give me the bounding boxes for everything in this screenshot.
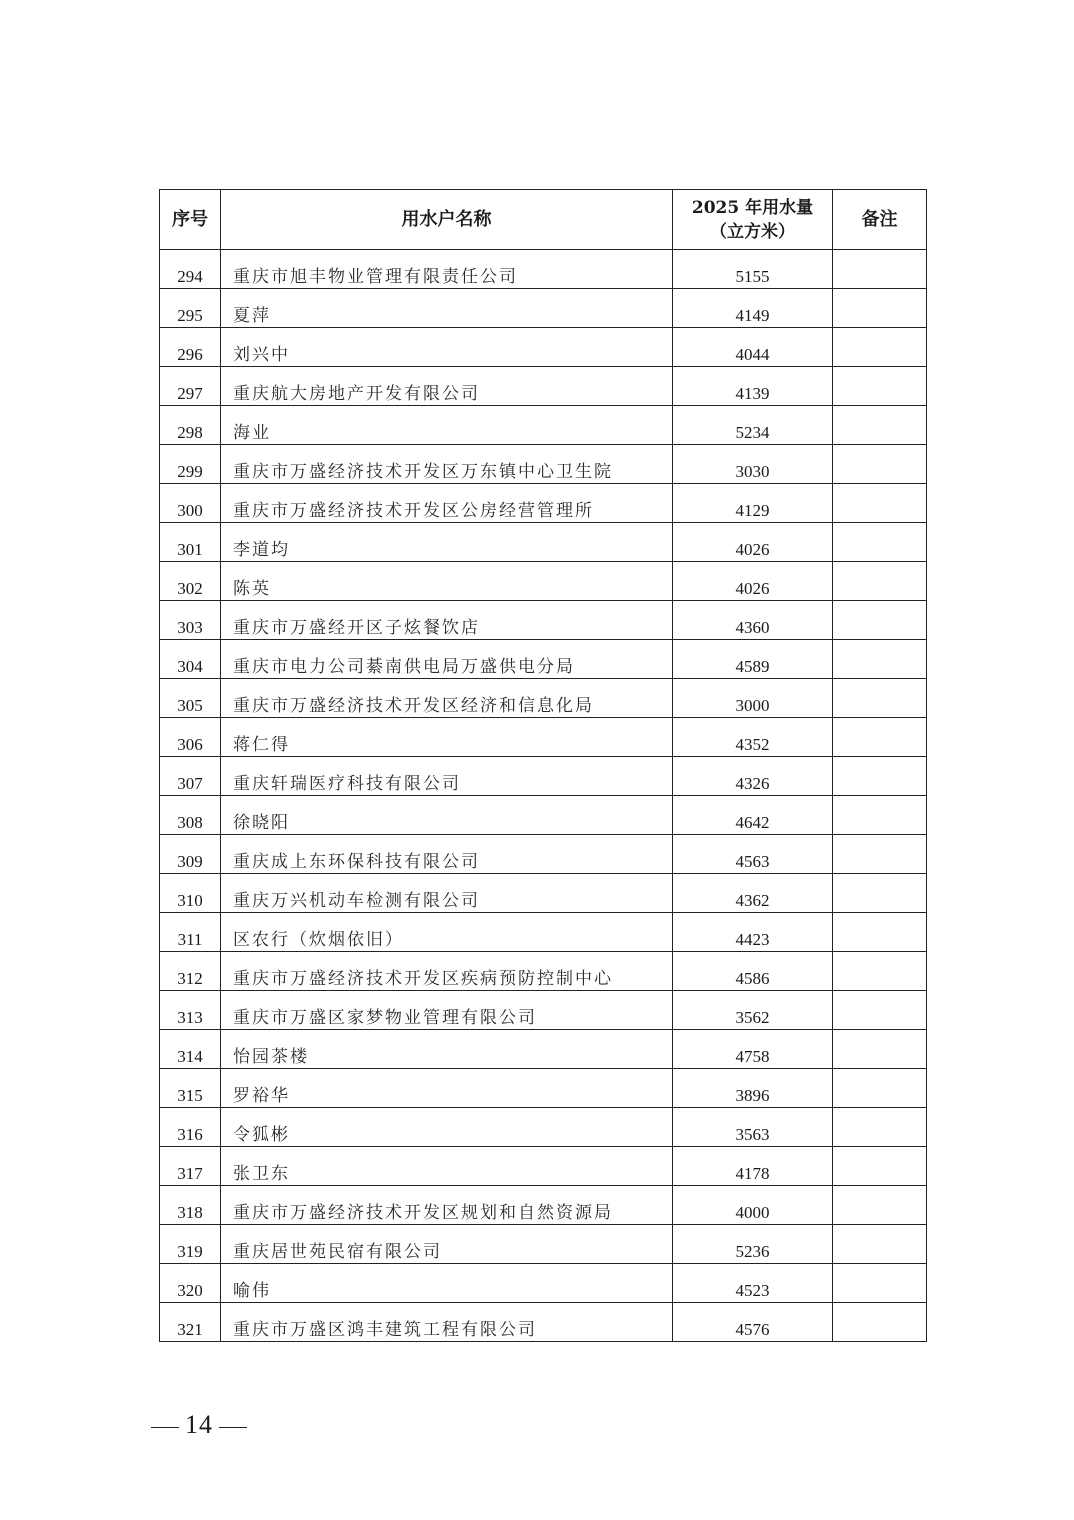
name-cell: 重庆居世苑民宿有限公司 xyxy=(221,1225,673,1264)
volume-cell: 3562 xyxy=(673,991,833,1030)
seq-cell: 306 xyxy=(160,718,221,757)
note-cell xyxy=(833,796,927,835)
name-cell: 重庆市电力公司綦南供电局万盛供电分局 xyxy=(221,640,673,679)
page-footer xyxy=(145,1410,253,1440)
name-cell: 重庆市万盛经济技术开发区疾病预防控制中心 xyxy=(221,952,673,991)
volume-cell: 4589 xyxy=(673,640,833,679)
seq-cell: 309 xyxy=(160,835,221,874)
note-cell xyxy=(833,1225,927,1264)
seq-cell: 294 xyxy=(160,250,221,289)
table-row xyxy=(160,1303,927,1342)
table-row xyxy=(160,796,927,835)
seq-cell: 317 xyxy=(160,1147,221,1186)
note-cell xyxy=(833,601,927,640)
name-cell: 蒋仁得 xyxy=(221,718,673,757)
note-cell xyxy=(833,1147,927,1186)
seq-cell: 304 xyxy=(160,640,221,679)
volume-cell: 4000 xyxy=(673,1186,833,1225)
volume-cell: 4362 xyxy=(673,874,833,913)
name-cell: 张卫东 xyxy=(221,1147,673,1186)
note-cell xyxy=(833,406,927,445)
volume-cell: 5236 xyxy=(673,1225,833,1264)
dash-right xyxy=(219,1427,247,1428)
name-cell: 重庆万兴机动车检测有限公司 xyxy=(221,874,673,913)
volume-cell: 4326 xyxy=(673,757,833,796)
table-row xyxy=(160,952,927,991)
seq-cell: 308 xyxy=(160,796,221,835)
seq-cell: 311 xyxy=(160,913,221,952)
note-cell xyxy=(833,913,927,952)
note-cell xyxy=(833,991,927,1030)
note-cell xyxy=(833,679,927,718)
table-header-row xyxy=(160,190,927,250)
note-cell xyxy=(833,640,927,679)
seq-cell: 314 xyxy=(160,1030,221,1069)
volume-cell: 4149 xyxy=(673,289,833,328)
header-note: 备注 xyxy=(833,190,927,250)
seq-cell: 299 xyxy=(160,445,221,484)
volume-cell: 4360 xyxy=(673,601,833,640)
table-row xyxy=(160,250,927,289)
volume-cell: 4576 xyxy=(673,1303,833,1342)
volume-cell: 5155 xyxy=(673,250,833,289)
seq-cell: 296 xyxy=(160,328,221,367)
name-cell: 重庆市旭丰物业管理有限责任公司 xyxy=(221,250,673,289)
seq-cell: 316 xyxy=(160,1108,221,1147)
volume-cell: 4129 xyxy=(673,484,833,523)
table-row xyxy=(160,757,927,796)
seq-cell: 297 xyxy=(160,367,221,406)
table-row xyxy=(160,289,927,328)
volume-cell: 4758 xyxy=(673,1030,833,1069)
table-row xyxy=(160,523,927,562)
dash-left xyxy=(151,1427,179,1428)
table-row xyxy=(160,1186,927,1225)
name-cell: 重庆成上东环保科技有限公司 xyxy=(221,835,673,874)
volume-cell: 4026 xyxy=(673,562,833,601)
header-volume-line2: （立方米） xyxy=(710,221,795,242)
note-cell xyxy=(833,562,927,601)
seq-cell: 310 xyxy=(160,874,221,913)
volume-cell: 4423 xyxy=(673,913,833,952)
header-name: 用水户名称 xyxy=(221,190,673,250)
seq-cell: 315 xyxy=(160,1069,221,1108)
name-cell: 重庆市万盛经开区子炫餐饮店 xyxy=(221,601,673,640)
name-cell: 重庆轩瑞医疗科技有限公司 xyxy=(221,757,673,796)
volume-cell: 4178 xyxy=(673,1147,833,1186)
name-cell: 重庆市万盛经济技术开发区公房经营管理所 xyxy=(221,484,673,523)
volume-cell: 4523 xyxy=(673,1264,833,1303)
note-cell xyxy=(833,1303,927,1342)
header-volume-line1: 2025 年用水量 xyxy=(691,197,814,218)
name-cell: 罗裕华 xyxy=(221,1069,673,1108)
table-row xyxy=(160,406,927,445)
seq-cell: 300 xyxy=(160,484,221,523)
note-cell xyxy=(833,718,927,757)
table-row xyxy=(160,1147,927,1186)
name-cell: 怡园茶楼 xyxy=(221,1030,673,1069)
table-row xyxy=(160,874,927,913)
name-cell: 夏萍 xyxy=(221,289,673,328)
note-cell xyxy=(833,835,927,874)
table-row xyxy=(160,1225,927,1264)
seq-cell: 303 xyxy=(160,601,221,640)
name-cell: 重庆航大房地产开发有限公司 xyxy=(221,367,673,406)
note-cell xyxy=(833,1264,927,1303)
name-cell: 李道均 xyxy=(221,523,673,562)
note-cell xyxy=(833,367,927,406)
table-row xyxy=(160,601,927,640)
table-row xyxy=(160,1264,927,1303)
note-cell xyxy=(833,757,927,796)
note-cell xyxy=(833,289,927,328)
table-row xyxy=(160,991,927,1030)
seq-cell: 319 xyxy=(160,1225,221,1264)
note-cell xyxy=(833,328,927,367)
note-cell xyxy=(833,445,927,484)
table-row xyxy=(160,484,927,523)
table-row xyxy=(160,1069,927,1108)
note-cell xyxy=(833,1069,927,1108)
name-cell: 徐晓阳 xyxy=(221,796,673,835)
volume-cell: 5234 xyxy=(673,406,833,445)
table-row xyxy=(160,1030,927,1069)
name-cell: 海业 xyxy=(221,406,673,445)
volume-cell: 3896 xyxy=(673,1069,833,1108)
volume-cell: 4563 xyxy=(673,835,833,874)
name-cell: 令狐彬 xyxy=(221,1108,673,1147)
seq-cell: 295 xyxy=(160,289,221,328)
name-cell: 重庆市万盛区鸿丰建筑工程有限公司 xyxy=(221,1303,673,1342)
name-cell: 刘兴中 xyxy=(221,328,673,367)
seq-cell: 318 xyxy=(160,1186,221,1225)
volume-cell: 4642 xyxy=(673,796,833,835)
volume-cell: 3030 xyxy=(673,445,833,484)
seq-cell: 301 xyxy=(160,523,221,562)
seq-cell: 321 xyxy=(160,1303,221,1342)
note-cell xyxy=(833,484,927,523)
note-cell xyxy=(833,1030,927,1069)
seq-cell: 307 xyxy=(160,757,221,796)
table-row xyxy=(160,913,927,952)
table-row xyxy=(160,328,927,367)
table-row xyxy=(160,835,927,874)
name-cell: 重庆市万盛区家梦物业管理有限公司 xyxy=(221,991,673,1030)
volume-cell: 4139 xyxy=(673,367,833,406)
volume-cell: 4044 xyxy=(673,328,833,367)
volume-cell: 4352 xyxy=(673,718,833,757)
name-cell: 陈英 xyxy=(221,562,673,601)
note-cell xyxy=(833,1108,927,1147)
table-row xyxy=(160,640,927,679)
volume-cell: 3000 xyxy=(673,679,833,718)
name-cell: 喻伟 xyxy=(221,1264,673,1303)
table-row xyxy=(160,679,927,718)
note-cell xyxy=(833,250,927,289)
seq-cell: 313 xyxy=(160,991,221,1030)
name-cell: 重庆市万盛经济技术开发区经济和信息化局 xyxy=(221,679,673,718)
volume-cell: 4026 xyxy=(673,523,833,562)
note-cell xyxy=(833,874,927,913)
table-row xyxy=(160,1108,927,1147)
name-cell: 重庆市万盛经济技术开发区规划和自然资源局 xyxy=(221,1186,673,1225)
seq-cell: 312 xyxy=(160,952,221,991)
note-cell xyxy=(833,1186,927,1225)
page-number: 14 xyxy=(185,1410,213,1439)
volume-cell: 3563 xyxy=(673,1108,833,1147)
seq-cell: 298 xyxy=(160,406,221,445)
table-body xyxy=(160,250,927,1342)
header-volume xyxy=(673,190,833,250)
name-cell: 重庆市万盛经济技术开发区万东镇中心卫生院 xyxy=(221,445,673,484)
table-row xyxy=(160,718,927,757)
seq-cell: 305 xyxy=(160,679,221,718)
note-cell xyxy=(833,523,927,562)
table-row xyxy=(160,562,927,601)
seq-cell: 302 xyxy=(160,562,221,601)
note-cell xyxy=(833,952,927,991)
table-row xyxy=(160,445,927,484)
volume-cell: 4586 xyxy=(673,952,833,991)
header-seq: 序号 xyxy=(160,190,221,250)
table-row xyxy=(160,367,927,406)
name-cell: 区农行（炊烟依旧） xyxy=(221,913,673,952)
seq-cell: 320 xyxy=(160,1264,221,1303)
water-usage-table xyxy=(159,189,927,1342)
